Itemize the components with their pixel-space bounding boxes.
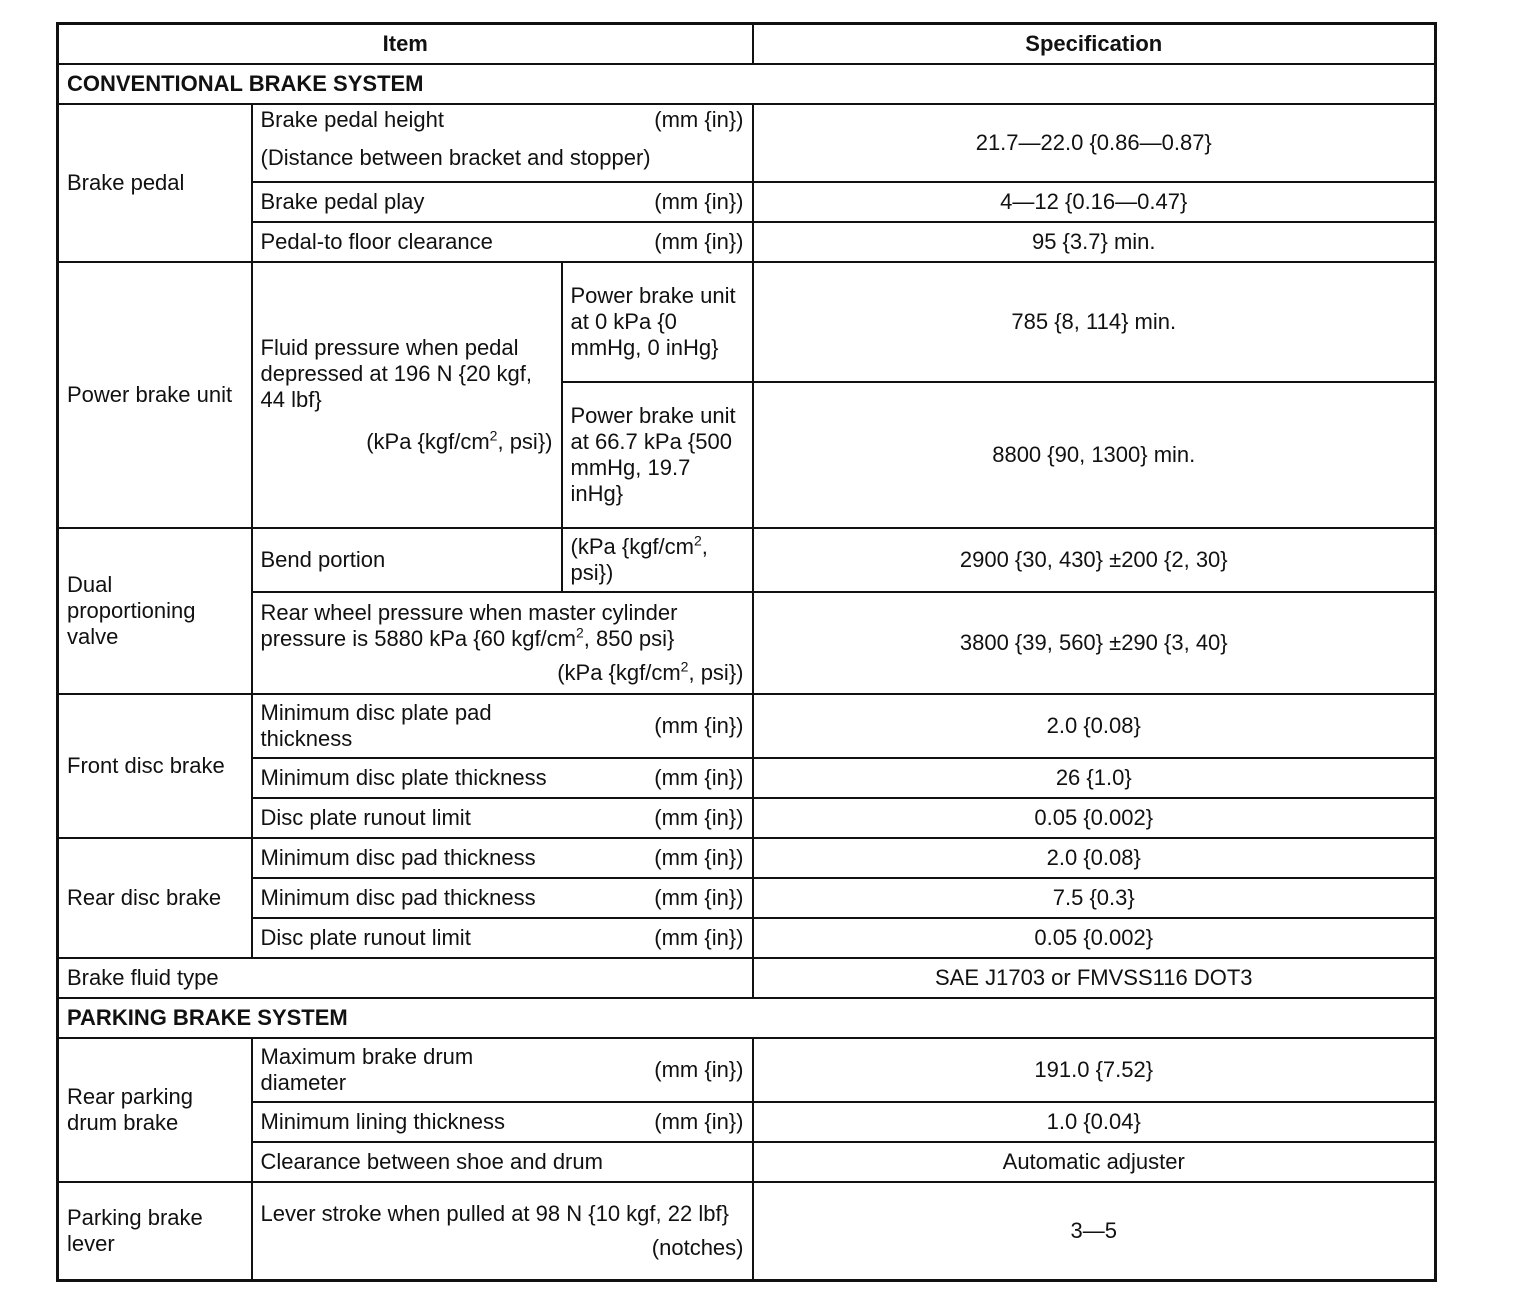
value-rear-pad-1: 2.0 {0.08} [753, 838, 1436, 878]
item-rear-pad-1 [252, 838, 753, 878]
value-front-runout: 0.05 {0.002} [753, 798, 1436, 838]
section-row [58, 64, 1436, 104]
value-front-pad: 2.0 {0.08} [753, 694, 1436, 758]
value-drum-diameter: 191.0 {7.52} [753, 1038, 1436, 1102]
table-row [58, 222, 1436, 262]
table-row [58, 798, 1436, 838]
item-rear-pad-2 [252, 878, 753, 918]
value-rear-wheel-pressure: 3800 {39, 560} ±290 {3, 40} [753, 592, 1436, 694]
item-label: Brake pedal height [260, 107, 444, 132]
table-row [58, 958, 1436, 998]
group-front-disc: Front disc brake [58, 694, 252, 838]
brake-spec-table [56, 22, 1437, 1282]
condition-vacuum-0: Power brake unit at 0 kPa {0 mmHg, 0 inHg} [562, 262, 753, 382]
condition-vacuum-66: Power brake unit at 66.7 kPa {500 mmHg, 19.7 inHg} [562, 382, 753, 528]
table-row [58, 104, 1436, 182]
item-unit: (mm {in}) [654, 229, 744, 254]
item-unit: (mm {in}) [654, 925, 744, 950]
item-label: Minimum disc pad thickness [260, 845, 536, 870]
item-unit: (mm {in}) [654, 107, 744, 132]
item-drum-diameter [252, 1038, 753, 1102]
table-row [58, 694, 1436, 758]
item-label: Minimum disc plate pad thickness [260, 700, 492, 751]
table-row [58, 838, 1436, 878]
item-lining-thickness [252, 1102, 753, 1142]
item-label: Fluid pressure when pedal depressed at 196 N {20 kgf, 44 lbf} [260, 335, 533, 412]
item-unit: (mm {in}) [654, 845, 744, 870]
item-unit: (mm {in}) [654, 885, 744, 910]
value-rear-pad-2: 7.5 {0.3} [753, 878, 1436, 918]
item-label: Lever stroke when pulled at 98 N {10 kgf, 22 lbf} [260, 1201, 729, 1226]
item-unit: (mm {in}) [654, 1109, 744, 1134]
item-unit: (mm {in}) [654, 713, 744, 738]
item-label: Minimum lining thickness [260, 1109, 506, 1134]
table-row [58, 592, 1436, 694]
item-unit: (mm {in}) [654, 765, 744, 790]
item-rear-wheel-pressure [252, 592, 753, 694]
item-label: Maximum brake drum diameter [260, 1044, 474, 1095]
table-row [58, 1038, 1436, 1102]
group-rear-parking: Rear parking drum brake [58, 1038, 252, 1182]
item-fluid-pressure [252, 262, 562, 528]
table-row [58, 758, 1436, 798]
item-front-pad [252, 694, 753, 758]
item-lever-stroke [252, 1182, 753, 1281]
item-unit: (kPa {$kgf/cm^2$, psi}) [366, 427, 553, 454]
value-vacuum-66: 8800 {90, 1300} min. [753, 382, 1436, 528]
table-row [58, 1142, 1436, 1182]
item-front-runout [252, 798, 753, 838]
item-floor-clearance [252, 222, 753, 262]
value-lever-stroke: 3—5 [753, 1182, 1436, 1281]
item-label: Brake pedal play [260, 189, 425, 214]
group-brake-pedal: Brake pedal [58, 104, 252, 262]
value-pedal-play: 4—12 {0.16—0.47} [753, 182, 1436, 222]
item-front-plate [252, 758, 753, 798]
item-unit: (kPa {$kgf/cm^2$, psi}) [557, 658, 744, 685]
value-vacuum-0: 785 {8, 114} min. [753, 262, 1436, 382]
item-label: Disc plate runout limit [260, 925, 471, 950]
value-shoe-clearance: Automatic adjuster [753, 1142, 1436, 1182]
table-row [58, 1182, 1436, 1281]
item-pedal-height [252, 104, 753, 182]
header-item: Item [58, 24, 753, 65]
group-parking-lever: Parking brake lever [58, 1182, 252, 1281]
item-label: Disc plate runout limit [260, 805, 471, 830]
item-bend-portion: Bend portion [252, 528, 562, 592]
item-note: (Distance between bracket and stopper) [260, 145, 651, 170]
table-row [58, 528, 1436, 592]
table-row [58, 1102, 1436, 1142]
value-brake-fluid: SAE J1703 or FMVSS116 DOT3 [753, 958, 1436, 998]
section-row [58, 998, 1436, 1038]
group-rear-disc: Rear disc brake [58, 838, 252, 958]
table-row [58, 878, 1436, 918]
item-unit: (notches) [651, 1235, 744, 1260]
section-parking: PARKING BRAKE SYSTEM [58, 998, 1436, 1038]
table-row [58, 182, 1436, 222]
value-front-plate: 26 {1.0} [753, 758, 1436, 798]
value-rear-runout: 0.05 {0.002} [753, 918, 1436, 958]
value-pedal-height: 21.7—22.0 {0.86—0.87} [753, 104, 1436, 182]
item-brake-fluid: Brake fluid type [58, 958, 753, 998]
value-bend-portion: 2900 {30, 430} ±200 {2, 30} [753, 528, 1436, 592]
item-label: Minimum disc pad thickness [260, 885, 536, 910]
item-unit: (mm {in}) [654, 1057, 744, 1082]
item-pedal-play [252, 182, 753, 222]
group-dual-valve: Dual proportioning valve [58, 528, 252, 694]
item-label: Pedal-to floor clearance [260, 229, 493, 254]
header-specification: Specification [753, 24, 1436, 65]
table-row [58, 262, 1436, 382]
item-bend-unit: (kPa {$kgf/cm^2$, psi}) [562, 528, 753, 592]
item-label: Rear wheel pressure when master cylinder pressure is 5880 kPa {60 kgf/$cm^2$, 850 psi} [260, 600, 678, 651]
section-conventional: CONVENTIONAL BRAKE SYSTEM [58, 64, 1436, 104]
value-floor-clearance: 95 {3.7} min. [753, 222, 1436, 262]
item-unit: (mm {in}) [654, 805, 744, 830]
group-power-brake: Power brake unit [58, 262, 252, 528]
table-row [58, 918, 1436, 958]
item-unit: (mm {in}) [654, 189, 744, 214]
item-label: Minimum disc plate thickness [260, 765, 547, 790]
item-shoe-clearance: Clearance between shoe and drum [252, 1142, 753, 1182]
header-row [58, 24, 1436, 65]
item-rear-runout [252, 918, 753, 958]
value-lining-thickness: 1.0 {0.04} [753, 1102, 1436, 1142]
